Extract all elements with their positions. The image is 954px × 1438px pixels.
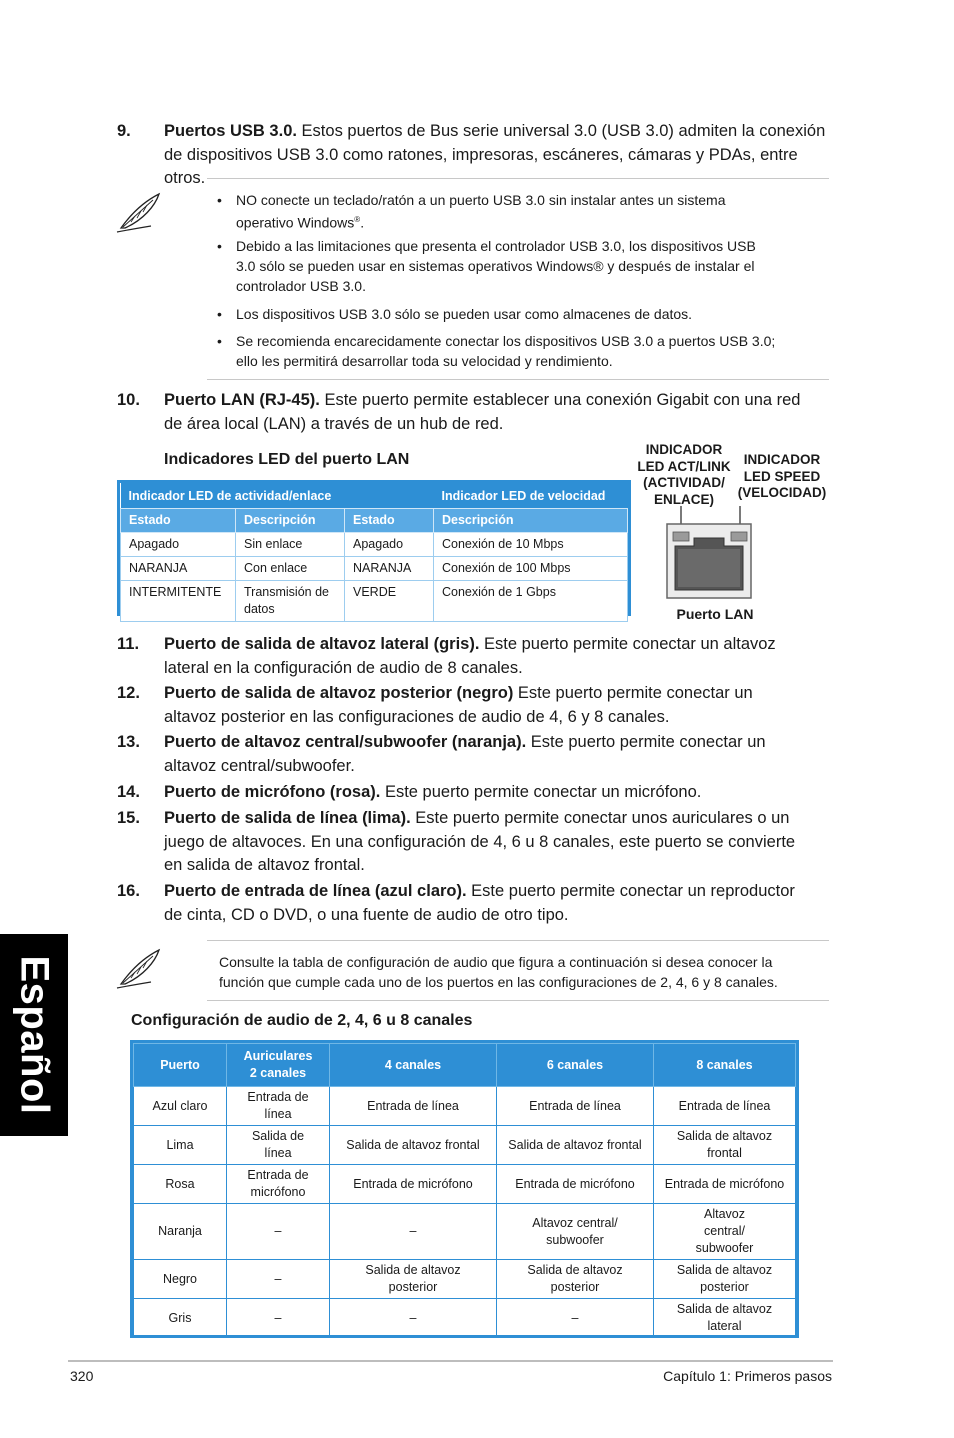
bullet-text: controlador USB 3.0. [236,278,366,294]
table-cell: Salida de altavoz posterior [654,1260,796,1299]
table-row [134,1087,796,1126]
column-header: 8 canales [654,1044,796,1087]
table-cell: Salida de altavoz lateral [654,1299,796,1338]
item-12 [117,682,837,729]
table-cell: Conexión de 100 Mbps [434,557,628,581]
table-row [121,557,628,581]
bullet-text: Debido a las limitaciones que presenta el controlador USB 3.0, los dispositivos USB [236,238,756,254]
table-row [134,1165,796,1204]
item-number: 11. [117,635,140,653]
item-13 [117,731,837,778]
item-15 [117,807,837,878]
note-top-rule [207,940,829,941]
table-cell: Entrada de línea [330,1087,497,1126]
bullet-text: Los dispositivos USB 3.0 sólo se pueden usar como almacenes de datos. [236,306,693,322]
led-header-speed: Indicador LED de velocidad [434,483,628,509]
table-row [121,581,628,622]
table-cell: Salida de línea [227,1126,330,1165]
table-cell: VERDE [345,581,434,622]
item-text: altavoz central/subwoofer. [164,756,355,775]
note-bottom-rule [207,379,829,380]
item-title: Puerto de salida de altavoz posterior (negro) [164,684,514,702]
table-cell: Sin enlace [236,533,345,557]
bullet-text: NO conecte un teclado/ratón a un puerto USB 3.0 sin instalar antes un sistema [236,192,726,208]
table-cell: Apagado [121,533,236,557]
item-text: Estos puertos de Bus serie universal 3.0 (USB 3.0) admiten la conexión [296,122,826,140]
item-title: Puerto de entrada de línea (azul claro). [164,882,467,900]
table-cell: NARANJA [345,557,434,581]
table-row [134,1260,796,1299]
table-cell: Salida de altavoz frontal [654,1126,796,1165]
item-text: en salida de altavoz frontal. [164,856,365,874]
item-number: 12. [117,684,140,702]
item-number: 14. [117,783,140,801]
table-cell: Salida de altavoz posterior [497,1260,654,1299]
column-header: Estado [121,509,236,533]
act-link-led-label: INDICADOR LED ACT/LINK (ACTIVIDAD/ ENLACE) [637,442,731,507]
table-cell: Entrada de micrófono [330,1165,497,1204]
column-header: Puerto [134,1044,227,1087]
column-header: Descripción [434,509,628,533]
table-cell: Azul claro [134,1087,227,1126]
note-pen-icon [113,946,163,992]
table-cell: Con enlace [236,557,345,581]
table-cell: Lima [134,1126,227,1165]
note-usb [113,178,829,380]
item-text: Este puerto permite establecer una conexión Gigabit con una red [319,391,801,409]
item-text: lateral en la configuración de audio de 8 canales. [164,658,523,677]
note-bottom-rule [207,1000,829,1001]
table-cell: Entrada de línea [227,1087,330,1126]
audio-table-heading: Configuración de audio de 2, 4, 6 u 8 canales [131,1012,473,1029]
table-cell: – [227,1204,330,1260]
registered-mark: ® [354,215,361,224]
item-14 [117,781,837,805]
note-bullet: • Debido a las limitaciones que presenta el controlador USB 3.0, los dispositivos USB 3.0 sólo se pueden usar en sistemas operativos Windows® y después de instalar el controlador USB 3.0. [217,236,817,296]
item-text: Este puerto permite conectar un [526,733,766,751]
table-cell: NARANJA [121,557,236,581]
table-cell: Gris [134,1299,227,1338]
note-audio [113,940,829,1002]
table-cell: Transmisión de datos [236,581,345,622]
item-title: Puerto de micrófono (rosa). [164,783,381,801]
item-title: Puerto de salida de línea (lima). [164,809,411,827]
table-cell: – [227,1299,330,1338]
item-title: Puertos USB 3.0. [164,122,297,140]
table-cell: – [227,1260,330,1299]
item-text: Este puerto permite conectar un micrófono. [380,783,702,801]
table-cell: – [330,1299,497,1338]
column-header: 6 canales [497,1044,654,1087]
item-title: Puerto LAN (RJ-45). [164,391,320,409]
led-header-activity: Indicador LED de actividad/enlace [121,483,434,509]
page-number: 320 [70,1368,94,1384]
table-row [134,1126,796,1165]
table-cell: Salida de altavoz frontal [497,1126,654,1165]
note-text [219,952,831,992]
item-11 [117,633,837,680]
item-text: altavoz posterior en las configuraciones de audio de 4, 6 y 8 canales. [164,707,670,726]
table-row [134,1204,796,1260]
bullet-text: ello les permitirá desarrollar toda su velocidad y rendimiento. [236,353,613,369]
note-top-rule [207,178,829,179]
table-cell: Naranja [134,1204,227,1260]
table-cell: INTERMITENTE [121,581,236,622]
table-cell: Conexión de 1 Gbps [434,581,628,622]
language-tab-label: Español [12,955,57,1115]
item-text: juego de altavoces. En una configuración de 4, 6 u 8 canales, este puerto se convierte [164,832,796,851]
table-cell: Salida de altavoz frontal [330,1126,497,1165]
table-cell: – [497,1299,654,1338]
note-pen-icon [113,190,163,236]
bullet-text: . [360,214,365,231]
table-cell: Entrada de micrófono [497,1165,654,1204]
item-text: Este puerto permite conectar un [513,684,753,702]
item-number: 16. [117,882,140,900]
note-bullet: • Los dispositivos USB 3.0 sólo se pueden usar como almacenes de datos. [217,304,817,324]
table-cell: Entrada de micrófono [227,1165,330,1204]
audio-config-table [130,1040,799,1338]
item-number: 10. [117,391,140,409]
table-cell: – [330,1204,497,1260]
language-tab [0,934,68,1136]
item-text: de dispositivos USB 3.0 como ratones, impresoras, escáneres, cámaras y PDAs, entre otros. [164,145,798,187]
table-cell: Salida de altavoz posterior [330,1260,497,1299]
note-bullet: • Se recomienda encarecidamente conectar los dispositivos USB 3.0 a puertos USB 3.0; ello les permitirá desarrollar toda su velocidad y rendimiento. [217,331,817,371]
table-cell: Apagado [345,533,434,557]
item-10 [117,389,837,436]
item-text: de cinta, CD o DVD, o una fuente de audio de otro tipo. [164,905,569,924]
column-header: 4 canales [330,1044,497,1087]
led-table-heading: Indicadores LED del puerto LAN [164,451,410,468]
item-number: 9. [117,122,131,140]
note-bullet: • NO conecte un teclado/ratón a un puerto USB 3.0 sin instalar antes un sistema operativo Windows®. [217,190,817,233]
footer-rule [68,1360,833,1362]
item-text: Este puerto permite conectar un reproductor [466,882,795,900]
table-cell: Entrada de línea [497,1087,654,1126]
item-text: Este puerto permite conectar un altavoz [479,635,776,653]
table-cell: Rosa [134,1165,227,1204]
table-cell: Negro [134,1260,227,1299]
lan-port-label: Puerto LAN [676,606,754,622]
bullet-text: operativo Windows [236,214,355,231]
item-16 [117,880,837,927]
column-header: Estado [345,509,434,533]
note-line: función que cumple cada uno de los puertos en las configuraciones de 2, 4, 6 y 8 canales. [219,974,778,990]
table-row [121,533,628,557]
table-cell: Altavoz central/ subwoofer [497,1204,654,1260]
table-cell: Conexión de 10 Mbps [434,533,628,557]
lan-port-icon [664,506,754,600]
item-number: 13. [117,733,140,751]
speed-led-label: INDICADOR LED SPEED (VELOCIDAD) [737,452,827,500]
chapter-label: Capítulo 1: Primeros pasos [663,1368,832,1384]
table-cell: Altavoz central/ subwoofer [654,1204,796,1260]
column-header: Descripción [236,509,345,533]
table-cell: Entrada de micrófono [654,1165,796,1204]
note-line: Consulte la tabla de configuración de audio que figura a continuación si desea conocer la [219,954,773,970]
bullet-text: 3.0 sólo se pueden usar en sistemas operativos Windows® y después de instalar el [236,258,755,274]
table-cell: Entrada de línea [654,1087,796,1126]
item-number: 15. [117,809,140,827]
table-row [134,1299,796,1338]
bullet-text: Se recomienda encarecidamente conectar los dispositivos USB 3.0 a puertos USB 3.0; [236,333,776,349]
item-title: Puerto de altavoz central/subwoofer (naranja). [164,733,527,751]
column-header: Auriculares 2 canales [227,1044,330,1087]
item-title: Puerto de salida de altavoz lateral (gris). [164,635,480,653]
item-text: Este puerto permite conectar unos auriculares o un [410,809,790,827]
item-text: de área local (LAN) a través de un hub de red. [164,414,504,433]
led-table [117,480,631,616]
